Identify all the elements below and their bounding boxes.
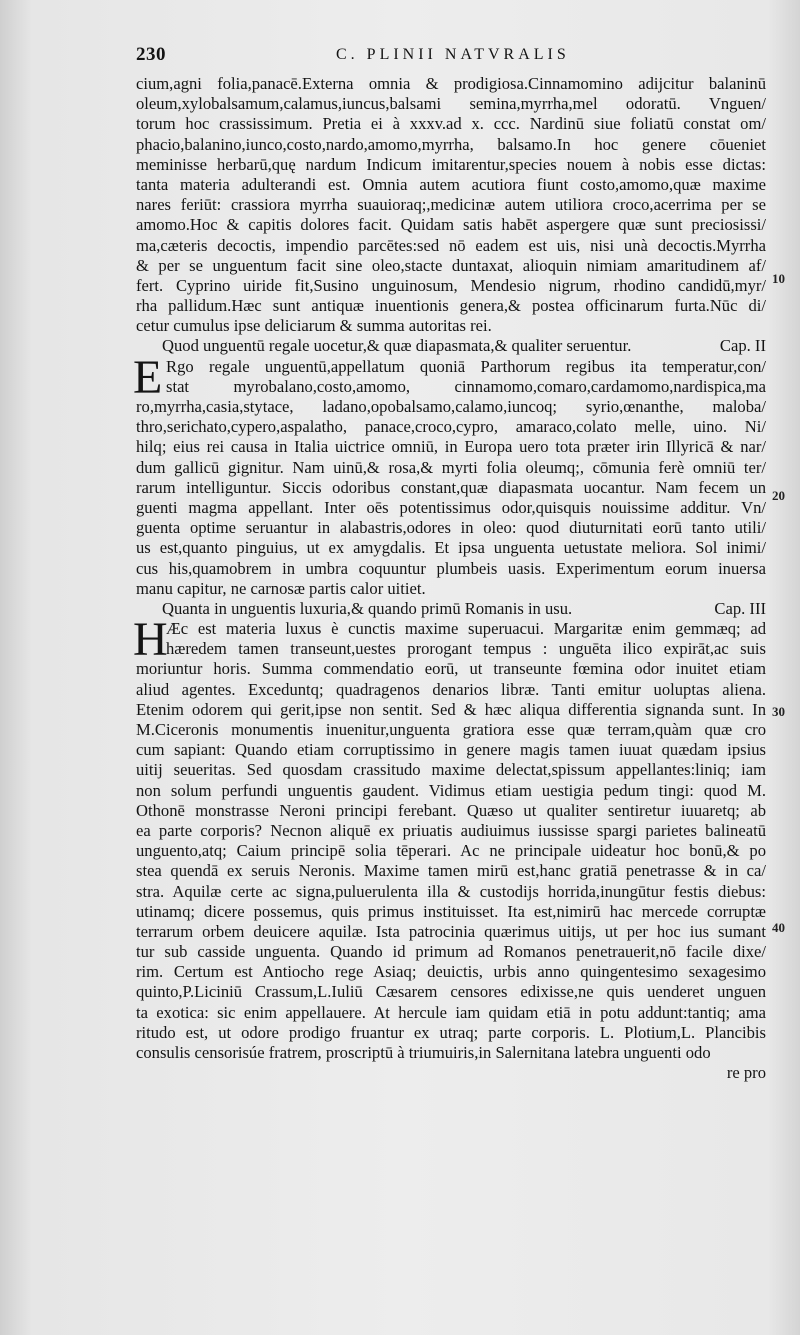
text-line: amomo.Hoc & capitis dolores facit. Quidam satis habēt aspergere quæ sunt preciosissi/ <box>136 215 766 235</box>
page-header <box>136 44 776 70</box>
text-line: rarum intelliguntur. Siccis odoribus constant,quæ diapasmata uocantur. Nam fecem un <box>136 477 766 497</box>
text-line: hilq; eius rei causa in Italia uictrice omniū, in Europa uero tota præter irin Illyricā & nar/ <box>136 437 766 457</box>
chapter-heading-text: Quod unguentū regale uocetur,& quæ diapasmata,& qualiter seruentur. <box>162 336 632 356</box>
text-line: tur sub casside unguenta. Quando id primum ad Romanos penetrauerit,nō facile dixe/ <box>136 942 766 962</box>
text-line: ro,myrrha,casia,stytace, ladano,opobalsamo,calamo,iuncoq; syrio,œnanthe, maloba/ <box>136 397 766 416</box>
text-line: rim. Certum est Antiocho rege Asiaq; deuictis, urbis anno quingentesimo sexagesimo <box>136 962 766 982</box>
text-line: terrarum orbem deuicere aquilæ. Ista patrocinia quærimus uitijs, ut per hoc ius sumant <box>136 921 766 941</box>
text-line: ta exotica: sic enim appellauere. At hercule iam quidam etiā in potu addunt:tantiq; ama <box>136 1002 766 1022</box>
chapter-number: Cap. III <box>714 598 766 618</box>
text-line: guenta optime seruantur in alabastris,odores in oleo: quod diuturnitati eorū tanto utili/ <box>136 518 766 538</box>
text-line: tanta materia adulterandi est. Omnia autem acutiora fiunt costo,amomo,quæ maxime <box>136 174 766 194</box>
text-line: Etenim odorem qui gerit,ipse non sentit. Sed & hæc aliqua differentia signanda sunt. In <box>136 699 766 719</box>
line-number-marker: 20 <box>772 488 785 503</box>
text-line: torum hoc crassissimum. Pretia ei à xxxv.ad x. ccc. Nardinū siue foliatū constat om/ <box>136 114 766 134</box>
drop-cap: H <box>133 613 168 667</box>
text-line: manu capitur, ne carnosæ partis calor uitiet. <box>136 578 426 598</box>
text-line: stat myrobalano,costo,amomo, cinnamomo,comaro,cardamomo,nardispica,ma <box>166 376 766 396</box>
text-line: stra. Aquilæ certe ac signa,puluerulenta illa & custodijs horrida,inungūtur festis diebus: <box>136 881 766 901</box>
text-line: cus his,quamobrem in umbra coquuntur plumbeis uasis. Experimentum eorum inuersa <box>136 558 766 578</box>
text-line: Rgo regale unguentū,appellatum quoniā Parthorum regibus ita temperatur,con/ <box>166 356 766 376</box>
text-line: quinto,P.Liciniū Crassum,L.Iuliū Cæsarem censores edixisse,ne quis uenderet unguen <box>136 982 766 1002</box>
text-line: rha pallidum.Hæc sunt antiquæ inuentionis genera,& postea officinarum furta.Nūc di/ <box>136 296 766 316</box>
text-line: guenti magma appellant. Inter oēs potentissimus odor,quisquis nouissime additur. Vn/ <box>136 497 766 517</box>
text-line: nares feriūt: crassiora myrrha suauioraq;,medicinæ autem utiliora croco,acerrima per se <box>136 195 766 215</box>
drop-cap: E <box>133 350 163 404</box>
chapter-heading-text: Quanta in unguentis luxuria,& quando primū Romanis in usu. <box>162 598 573 618</box>
text-line: dum gallicū gignitur. Nam uinū,& rosa,& myrti folia oleumq;, cōmunia ferè omniū ter/ <box>136 457 766 477</box>
chapter-body <box>133 350 766 599</box>
main-text <box>133 74 766 1083</box>
text-line: consulis censorisúe fratrem, proscriptū à triumuiris,in Salernitana latebra unguenti odo <box>136 1043 711 1062</box>
text-line: fert. Cyprino uiride fit,Susino unguinosum, Mendesio nigrum, rhodino candidū,myr/ <box>136 275 766 295</box>
text-line: hæredem tamen transeunt,uestes prorogant tempus : unguēta ilico expirāt,ac suis <box>166 639 766 659</box>
text-line: utinamq; dicere possemus, quis primus instituisset. Ita est,nimirū hac mercede corruptæ <box>136 901 766 921</box>
text-line: meminisse herbarū,quę nardum Indicum imitarentur,species nouem à nobis esse dictas: <box>136 154 766 174</box>
text-line: non solum perfundi unguentis gaudent. Vidimus etiam uestigia pedum tingi: quod M. <box>136 780 766 800</box>
text-line: moriuntur horis. Summa commendatio eorū, ut transeunte fœmina odor inuitet etiam <box>136 659 766 679</box>
text-line: unguento,atq; Caium principē solia tēperari. Ac ne principale uideatur hoc bonū,& po <box>136 841 766 861</box>
chapter-body <box>133 613 766 1063</box>
text-line: & per se unguentum facit sine oleo,stacte duntaxat, alioquin nimiam amaritudinem af/ <box>136 255 766 275</box>
page-number: 230 <box>136 44 166 65</box>
paragraph-intro <box>136 74 766 336</box>
text-line: M.Ciceronis monumentis inuenitur,unguenta gratiora esse quæ terram,quàm quæ cro <box>136 720 766 739</box>
text-line: phacio,balanino,iunco,costo,nardo,amomo,myrrha, balsamo.In hoc genere cōueniet <box>136 134 766 154</box>
text-line: ritudo est, ut odore prodigo fruantur ex utraq; parte corporis. L. Plotium,L. Plancibis <box>136 1022 766 1042</box>
text-line: aliud agentes. Exceduntq; quadragenos denarios libræ. Tanti emitur uoluptas aliena. <box>136 679 766 699</box>
text-line: cum sapiant: Quando etiam corruptissimo in genere magis tamen iuuat quædam ipsius <box>136 740 766 760</box>
text-line: cetur cumulus ipse deliciarum & summa autoritas rei. <box>136 316 492 336</box>
line-number-marker: 30 <box>772 704 785 719</box>
text-line: Othonē monstrasse Neroni principi ferebant. Quæso ut qualiter sentiretur iuuaretq; ab <box>136 800 766 820</box>
text-line: oleum,xylobalsamum,calamus,iuncus,balsami semina,myrrha,mel odoratū. Vnguen/ <box>136 94 766 114</box>
line-number-marker: 10 <box>772 271 785 286</box>
text-line: thro,serichato,cypero,aspalatho, panace,croco,cypro, amaraco,colato melle, uino. Ni/ <box>136 417 766 437</box>
chapter-heading <box>136 336 766 356</box>
text-line: us est,quanto pinguius, ut ex amygdalis. Et ipsa unguenta uetustate meliora. Sol inimi/ <box>136 538 766 558</box>
catchword: re pro <box>726 1063 766 1083</box>
text-line: ea parte corporis? Necnon aliquē ex priuatis audiuimus iussisse spargi parietes balineatū <box>136 820 766 840</box>
chapter-heading <box>136 599 766 619</box>
text-line: Æc est materia luxus è cunctis maxime superuacui. Margaritæ enim gemmæq; ad <box>166 619 766 639</box>
line-number-marker: 40 <box>772 920 785 935</box>
text-line: stea quendā ex seruis Neronis. Maxime tamen mirū est,hanc gratiā penetrasse & in ca/ <box>136 861 766 881</box>
text-line: cium,agni folia,panacē.Externa omnia & prodigiosa.Cinnamomino adijcitur balaninū <box>136 74 766 93</box>
text-line: ma,cæteris decoctis, impendio parcētes:sed nō eadem est uis, nisi unà decoctis.Myrrha <box>136 235 766 255</box>
text-line: uitij seueritas. Sed quosdam crassitudo maxime delectat,spissum appellantes:liniq; iam <box>136 760 766 780</box>
chapter-number: Cap. II <box>719 336 766 356</box>
running-title: C. PLINII NATVRALIS <box>336 46 570 63</box>
